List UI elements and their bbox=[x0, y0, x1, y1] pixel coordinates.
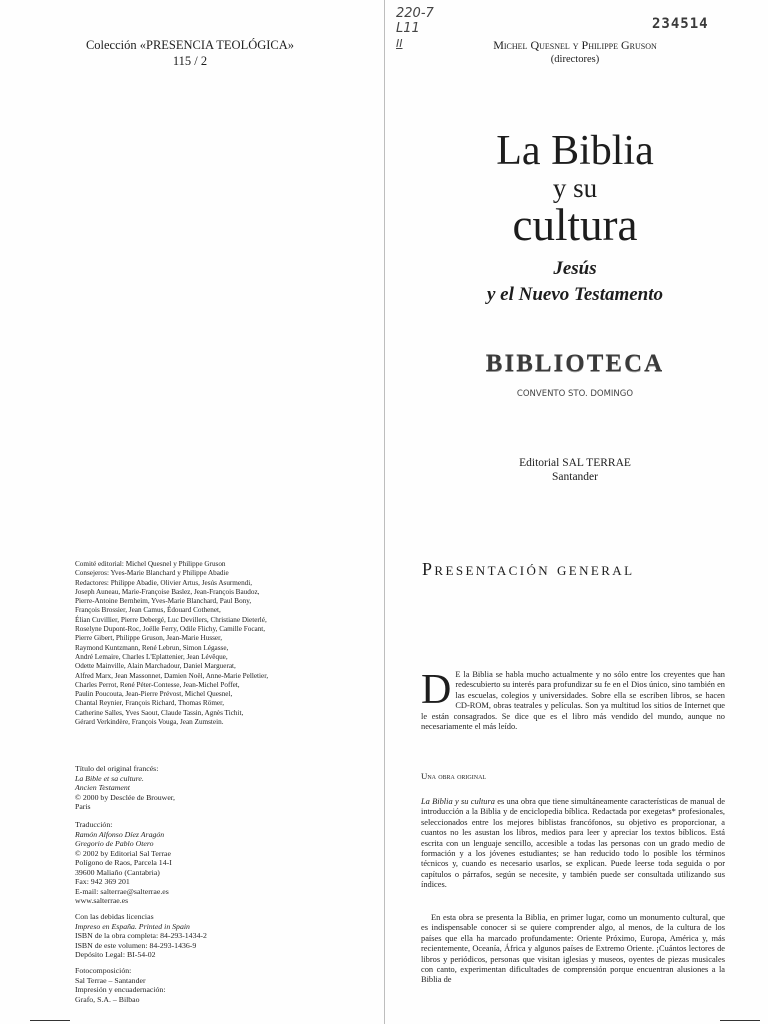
info-line: E-mail: salterrae@salterrae.es bbox=[75, 886, 169, 896]
credit-line: Paulin Poucouta, Jean-Pierre Prévost, Michel Quesnel, bbox=[75, 690, 233, 699]
info-line: Polígono de Raos, Parcela 14-I bbox=[75, 858, 172, 867]
info-line: Fotocomposición: bbox=[75, 966, 132, 975]
info-line: © 2002 by Editorial Sal Terrae bbox=[75, 848, 171, 858]
credit-line: Charles Perrot, René Péter-Contesse, Jean-Michel Poffet, bbox=[75, 680, 240, 689]
licensing-block bbox=[75, 912, 345, 960]
info-line: ISBN de la obra completa: 84-293-1434-2 bbox=[75, 931, 207, 940]
translation-block bbox=[75, 820, 345, 906]
credit-line: Alfred Marx, Jean Massonnet, Damien Noël, Anne-Marie Pelletier, bbox=[75, 671, 269, 680]
subtitle-line-2: y el Nuevo Testamento bbox=[486, 284, 664, 305]
credit-line: François Brossier, Jean Camus, Édouard Cothenet, bbox=[75, 606, 221, 615]
subheading-original-work: Una obra original bbox=[421, 771, 487, 781]
authors-role: (directores) bbox=[550, 54, 600, 65]
crop-mark bbox=[30, 1020, 70, 1021]
section-heading: Presentación general bbox=[422, 559, 635, 579]
page-gutter bbox=[384, 0, 385, 1024]
book-title-line-2: y su bbox=[552, 173, 598, 203]
work-title-italic: La Biblia y su cultura bbox=[421, 797, 495, 806]
book-title-line-1: La Biblia bbox=[496, 128, 654, 174]
info-line: 39600 Maliaño (Cantabria) bbox=[75, 867, 160, 877]
info-line: Fax: 942 369 201 bbox=[75, 877, 130, 886]
subtitle-line-1: Jesús bbox=[553, 258, 597, 279]
credit-line: Joseph Auneau, Marie-Françoise Baslez, Jean-François Baudoz, bbox=[75, 587, 260, 596]
info-line: Impresión y encuadernación: bbox=[75, 985, 166, 994]
info-line: www.salterrae.es bbox=[75, 896, 129, 905]
info-line: Traducción: bbox=[75, 820, 113, 829]
info-line: Depósito Legal: BI-54-02 bbox=[75, 950, 156, 959]
info-line: Ramón Alfonso Díez Aragón bbox=[75, 829, 165, 839]
info-line: ISBN de este volumen: 84-293-1436-9 bbox=[75, 940, 197, 950]
pencil-catalog-note bbox=[396, 6, 434, 51]
credit-line: Pierre-Antoine Bernheim, Yves-Marie Blanchard, Paul Bony, bbox=[75, 597, 252, 606]
paragraph-text: es una obra que tiene simultáneamente características de manual de introducción a la Biblia y de enciclopedia bíblica. Redactada por exegetas* profesionales, seleccionados entre los mejores biblistas francófonos, su objetivo es proporcionar, a cuantos no les asustan los libros, medios para leer y apreciar los textos bíblicos. Está escrita con un lenguaje sencillo, accesible a todas las personas con un grado medio de formación y a los jóvenes estudiantes; se han reducido todo lo posible los términos técnicos y, cuando es necesario usarlos, se explican. Puede leerse toda seguida o por capítulos o párrafos, según se necesite, y también puede ser consultada utilizando sus índices. bbox=[421, 797, 725, 890]
info-line: © 2000 by Desclée de Brouwer, bbox=[75, 792, 176, 802]
intro-paragraph bbox=[421, 667, 725, 732]
credit-line: Élian Cuvillier, Pierre Debergé, Luc Devillers, Christiane Dieterlé, bbox=[75, 615, 267, 624]
credit-line: Catherine Salles, Yves Saout, Claude Tassin, Agnès Tichit, bbox=[75, 708, 244, 717]
info-line: Gregorio de Pablo Otero bbox=[75, 839, 154, 848]
credit-line: André Lemaire, Charles L'Eplattenier, Jean Lévêque, bbox=[75, 652, 228, 661]
inventory-number-stamp: 234514 bbox=[652, 16, 709, 32]
info-line: La Bible et sa culture. bbox=[75, 773, 144, 783]
credit-line: Consejeros: Yves-Marie Blanchard y Philippe Abadie bbox=[75, 569, 229, 578]
credit-line: Roselyne Dupont-Roc, Joëlle Ferry, Odile Flichy, Camille Focant, bbox=[75, 625, 266, 634]
editorial-credits bbox=[75, 560, 345, 727]
info-line: Con las debidas licencias bbox=[75, 912, 154, 921]
paragraph-cultural-monument: En esta obra se presenta la Biblia, en primer lugar, como un monumento cultural, que es indispensable conocer si se quiere comprender algo, al menos, de la cultura de los países que ella ha marcado profundamente: Oriente Próximo, Europa, América y, más recientemente, Oceanía, África y algunos países de Extremo Oriente. ¡Cuántos lectores de libros y periódicos, personas que visitan iglesias y museos, oyentes de piezas musicales con canto, experimentan dificultades de comprensión porque encuentran alusiones a la Biblia de bbox=[421, 913, 725, 985]
library-stamp-subtitle: CONVENTO STO. DOMINGO bbox=[516, 389, 634, 399]
authors: Michel Quesnel y Philippe Gruson bbox=[493, 38, 657, 52]
info-line: Paris bbox=[75, 802, 91, 811]
credit-line: Gérard Verkindère, François Vouga, Jean Zumstein. bbox=[75, 718, 224, 727]
credit-line: Comité editorial: Michel Quesnel y Philippe Gruson bbox=[75, 560, 226, 568]
pencil-line: L11 bbox=[396, 21, 420, 36]
production-block bbox=[75, 966, 345, 1004]
info-line: Grafo, S.A. – Bilbao bbox=[75, 994, 140, 1004]
pencil-line: 220-7 bbox=[396, 6, 434, 21]
credit-line: Chantal Reynier, François Richard, Thomas Römer, bbox=[75, 699, 224, 708]
info-line: Ancien Testament bbox=[75, 783, 130, 792]
credit-line: Redactores: Philippe Abadie, Olivier Artus, Jesús Asurmendi, bbox=[75, 578, 253, 587]
collection-name: Colección «PRESENCIA TEOLÓGICA» bbox=[85, 38, 295, 52]
credit-line: Odette Mainville, Alain Marchadour, Daniel Marguerat, bbox=[75, 662, 236, 671]
original-title-block bbox=[75, 764, 345, 812]
drop-cap: D bbox=[421, 667, 452, 713]
publisher-name: Editorial SAL TERRAE bbox=[519, 457, 631, 469]
paragraph-original-work bbox=[421, 797, 725, 891]
collection-number: 115 / 2 bbox=[172, 54, 208, 68]
info-line: Impreso en España. Printed in Spain bbox=[75, 921, 190, 931]
crop-mark bbox=[720, 1020, 760, 1021]
credit-line: Pierre Gibert, Philippe Gruson, Jean-Marie Husser, bbox=[75, 634, 223, 643]
library-stamp: BIBLIOTECA bbox=[485, 350, 665, 377]
info-line: Título del original francés: bbox=[75, 764, 159, 773]
intro-text: E la Biblia se habla mucho actualmente y no sólo entre los creyentes que han redescubierto su interés para profundizar su fe en el Dios único, sino también en las escuelas, colegios y universidades. Sobre ella se escriben libros, se hacen CD-ROM, obras teatrales y películas. Son ya multitud los sitios de Internet que le están consagrados. Se dice que es el libro más vendido del mundo, aunque no necesariamente el más leído. bbox=[421, 670, 725, 732]
pencil-line: II bbox=[396, 37, 403, 50]
publisher-city: Santander bbox=[552, 471, 598, 483]
credit-line: Raymond Kuntzmann, René Lebrun, Simon Légasse, bbox=[75, 643, 229, 652]
info-line: Sal Terrae – Santander bbox=[75, 975, 146, 985]
book-title-line-3: cultura bbox=[512, 200, 638, 250]
